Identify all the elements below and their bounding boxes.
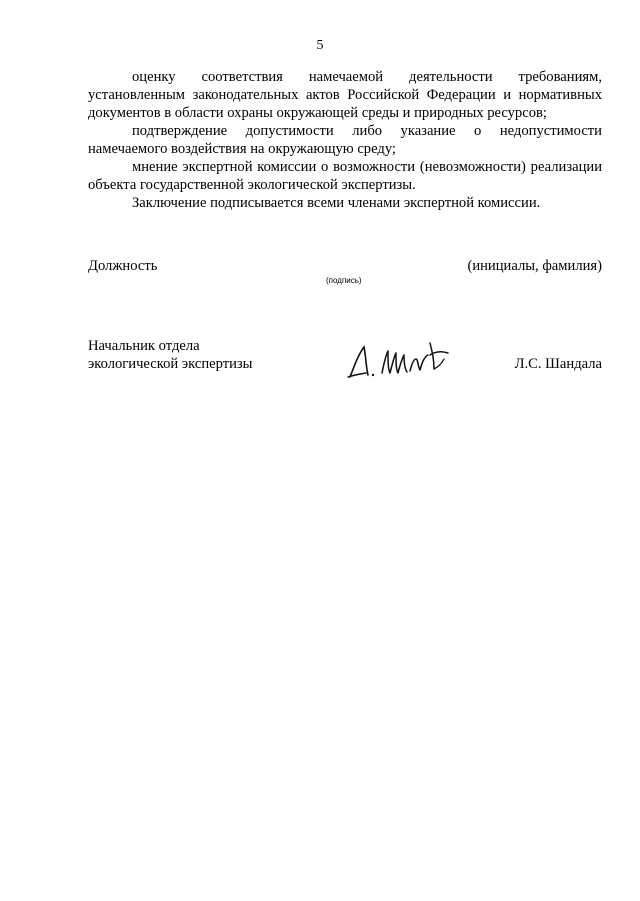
- paragraph-confirmation: подтверждение допустимости либо указание о недопустимости намечаемого воздействия на окружающую среду;: [88, 123, 602, 157]
- position-label: Должность: [88, 258, 158, 274]
- paragraph-conclusion: Заключение подписывается всеми членами экспертной комиссии.: [132, 195, 541, 211]
- signer-position: [88, 337, 252, 373]
- signature-template: [88, 258, 602, 298]
- signer-block: [88, 337, 602, 397]
- paragraph-assessment: оценку соответствия намечаемой деятельности требованиям, установленным законодательных актов Российской Федерации и нормативных документов в области охраны окружающей среды и природных ресурсов;: [88, 69, 602, 121]
- signer-position-line2: экологической экспертизы: [88, 356, 253, 372]
- signature-caption: (подпись): [326, 276, 362, 285]
- signer-position-line1: Начальник отдела: [88, 338, 200, 354]
- paragraph-commission-opinion: мнение экспертной комиссии о возможности (невозможности) реализации объекта государственной экологической экспертизы.: [88, 159, 602, 193]
- page-number: 5: [316, 38, 324, 53]
- name-label: (инициалы, фамилия): [467, 258, 602, 274]
- body-text: [88, 68, 602, 212]
- handwritten-signature: [344, 337, 454, 387]
- signer-name: Л.С. Шандала: [514, 356, 602, 372]
